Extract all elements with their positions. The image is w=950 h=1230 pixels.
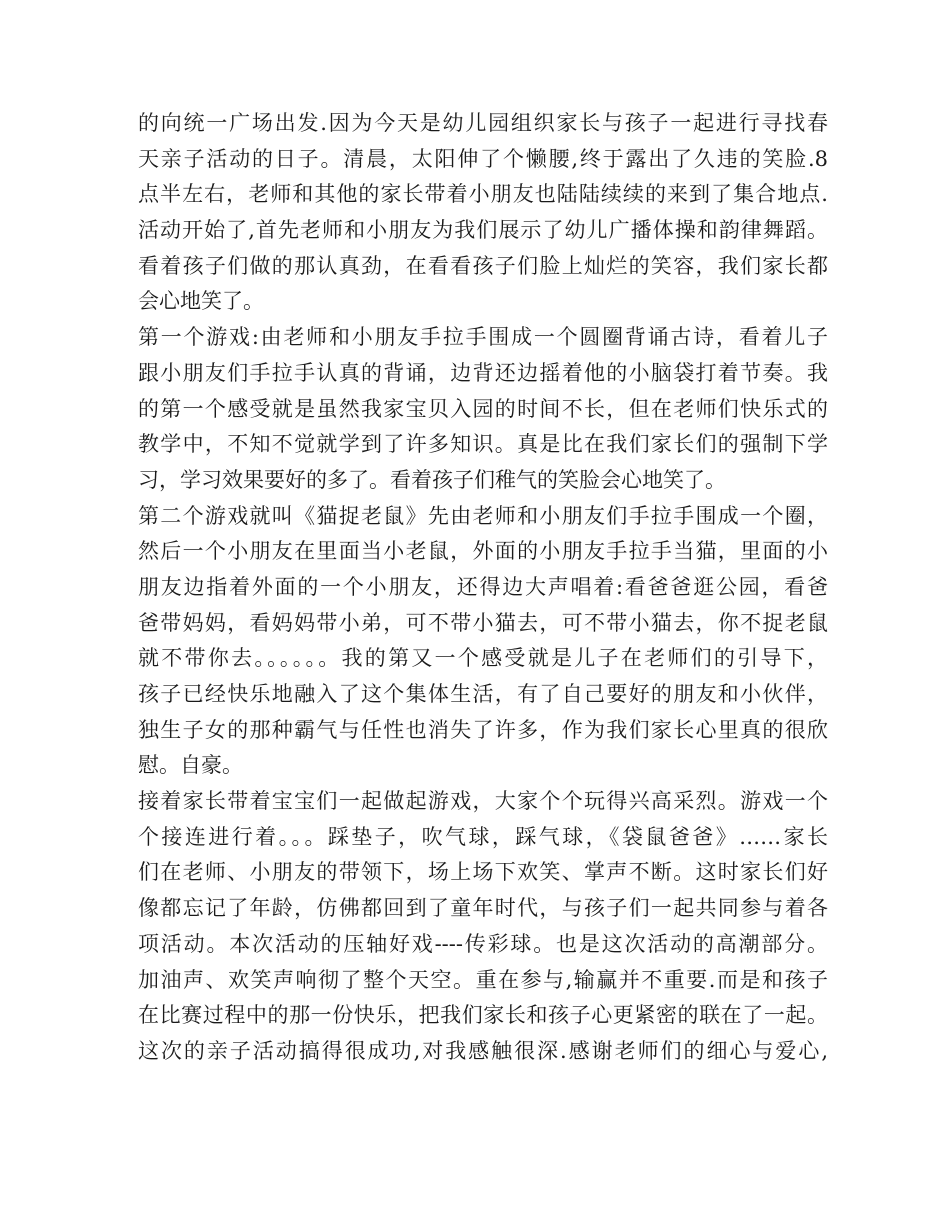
- text-line: 的向统一广场出发.因为今天是幼儿园组织家长与孩子一起进行寻找春: [138, 111, 828, 135]
- text-line: 第二个游戏就叫《猫捉老鼠》先由老师和小朋友们手拉手围成一个圈，: [138, 503, 828, 528]
- text-line: 第一个游戏:由老师和小朋友手拉手围成一个圆圈背诵古诗，看着儿子: [138, 325, 828, 350]
- text-line: 慰。自豪。: [138, 753, 243, 778]
- text-line: 朋友边指着外面的一个小朋友，还得边大声唱着:看爸爸逛公园，看爸: [138, 574, 828, 599]
- text-line: 教学中，不知不觉就学到了许多知识。真是比在我们家长们的强制下学: [138, 432, 828, 457]
- text-line: 加油声、欢笑声响彻了整个天空。重在参与,输赢并不重要.而是和孩子: [138, 967, 828, 992]
- text-line: 会心地笑了。: [138, 289, 264, 314]
- text-line: 这次的亲子活动搞得很成功,对我感触很深.感谢老师们的细心与爱心,: [138, 1038, 828, 1063]
- text-line: 孩子已经快乐地融入了这个集体生活，有了自己要好的朋友和小伙伴，: [138, 682, 828, 706]
- text-line: 习，学习效果要好的多了。看着孩子们稚气的笑脸会心地笑了。: [138, 467, 726, 492]
- text-line: 项活动。本次活动的压轴好戏----传彩球。也是这次活动的高潮部分。: [138, 931, 828, 956]
- text-line: 然后一个小朋友在里面当小老鼠，外面的小朋友手拉手当猫，里面的小: [138, 539, 828, 564]
- body-text: [138, 106, 828, 1070]
- text-line: 独生子女的那种霸气与任性也消失了许多，作为我们家长心里真的很欣: [138, 717, 828, 742]
- text-line: 跟小朋友们手拉手认真的背诵，边背还边摇着他的小脑袋打着节奏。我: [138, 360, 828, 385]
- text-line: 们在老师、小朋友的带领下，场上场下欢笑、掌声不断。这时家长们好: [138, 860, 828, 885]
- text-line: 看着孩子们做的那认真劲，在看看孩子们脸上灿烂的笑容，我们家长都: [138, 253, 828, 278]
- text-line: 天亲子活动的日子。清晨，太阳伸了个懒腰,终于露出了久违的笑脸.8: [138, 146, 828, 171]
- text-line: 个接连进行着。。。踩垫子，吹气球，踩气球，《袋鼠爸爸》……家长: [138, 824, 828, 849]
- text-line: 点半左右，老师和其他的家长带着小朋友也陆陆续续的来到了集合地点.: [138, 182, 828, 207]
- text-line: 的第一个感受就是虽然我家宝贝入园的时间不长，但在老师们快乐式的: [138, 396, 828, 421]
- text-line: 就不带你去。。。。。。我的第又一个感受就是儿子在老师们的引导下，: [138, 646, 828, 671]
- text-line: 在比赛过程中的那一份快乐，把我们家长和孩子心更紧密的联在了一起。: [138, 1003, 828, 1028]
- text-line: 像都忘记了年龄，仿佛都回到了童年时代，与孩子们一起共同参与着各: [138, 896, 828, 921]
- text-line: 接着家长带着宝宝们一起做起游戏，大家个个玩得兴高采烈。游戏一个: [138, 789, 828, 814]
- text-line: 爸带妈妈，看妈妈带小弟，可不带小猫去，可不带小猫去，你不捉老鼠: [138, 610, 828, 635]
- text-line: 活动开始了,首先老师和小朋友为我们展示了幼儿广播体操和韵律舞蹈。: [138, 218, 828, 243]
